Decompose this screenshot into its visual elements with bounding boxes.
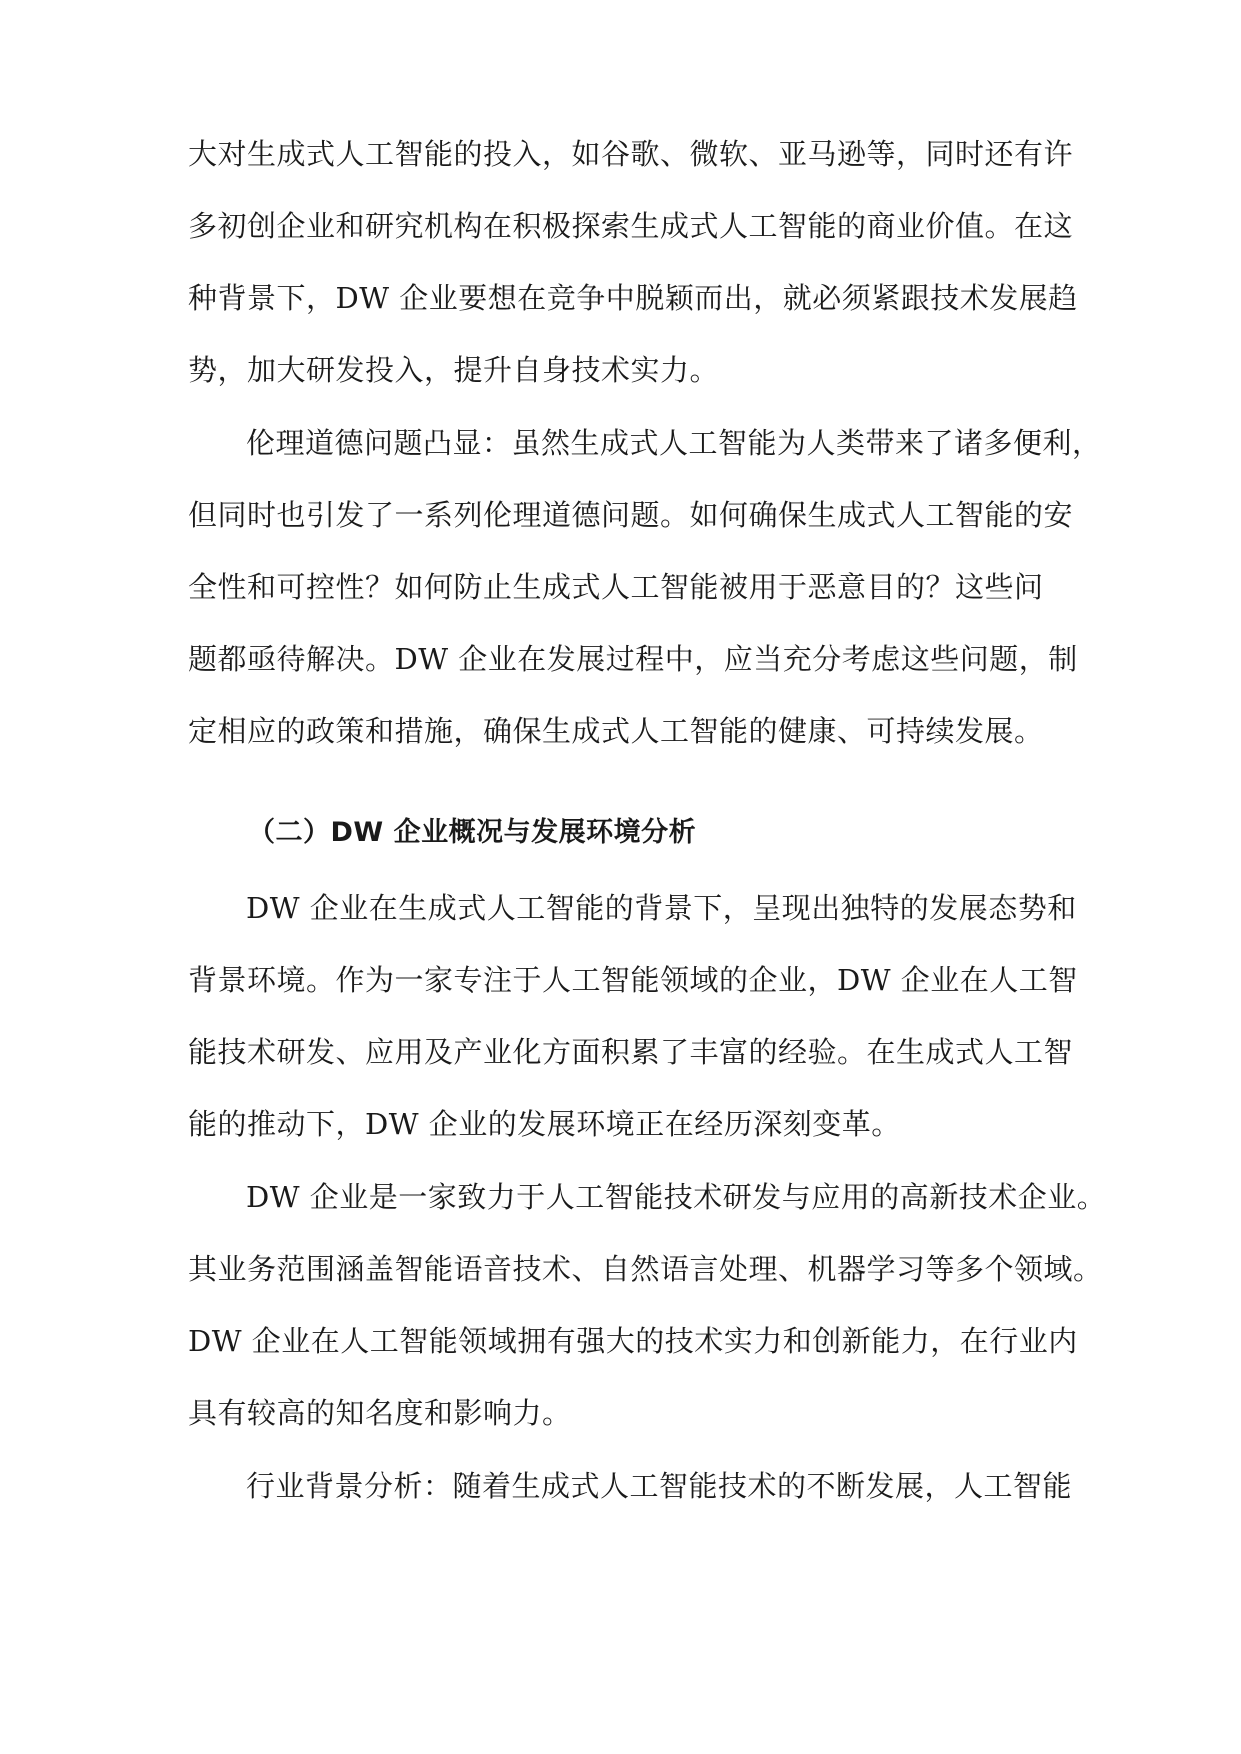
- paragraph-line: 背景环境。作为一家专注于人工智能领域的企业，DW 企业在人工智: [188, 963, 1078, 997]
- paragraph-line: DW 企业在生成式人工智能的背景下，呈现出独特的发展态势和: [246, 891, 1077, 925]
- paragraph-line: 伦理道德问题凸显：虽然生成式人工智能为人类带来了诸多便利，: [246, 426, 1102, 460]
- paragraph-line: 定相应的政策和措施，确保生成式人工智能的健康、可持续发展。: [188, 714, 1044, 748]
- paragraph-line: 大对生成式人工智能的投入，如谷歌、微软、亚马逊等，同时还有许: [188, 137, 1074, 171]
- paragraph-line: 种背景下，DW 企业要想在竞争中脱颖而出，就必须紧跟技术发展趋: [188, 281, 1078, 315]
- section-heading: （二）DW 企业概况与发展环境分析: [248, 817, 697, 848]
- paragraph-line: 多初创企业和研究机构在积极探索生成式人工智能的商业价值。在这: [188, 209, 1074, 243]
- paragraph-line: 其业务范围涵盖智能语音技术、自然语言处理、机器学习等多个领域。: [188, 1252, 1103, 1286]
- paragraph-line: DW 企业在人工智能领域拥有强大的技术实力和创新能力，在行业内: [188, 1324, 1078, 1358]
- paragraph-line: 全性和可控性？如何防止生成式人工智能被用于恶意目的？这些问: [188, 570, 1044, 604]
- paragraph-line: 题都亟待解决。DW 企业在发展过程中，应当充分考虑这些问题，制: [188, 642, 1078, 676]
- paragraph-line: 具有较高的知名度和影响力。: [188, 1396, 572, 1430]
- paragraph-line: 行业背景分析：随着生成式人工智能技术的不断发展，人工智能: [246, 1469, 1073, 1503]
- paragraph-line: DW 企业是一家致力于人工智能技术研发与应用的高新技术企业。: [246, 1180, 1107, 1214]
- paragraph-line: 能的推动下，DW 企业的发展环境正在经历深刻变革。: [188, 1107, 901, 1141]
- paragraph-line: 能技术研发、应用及产业化方面积累了丰富的经验。在生成式人工智: [188, 1035, 1074, 1069]
- paragraph-line: 势，加大研发投入，提升自身技术实力。: [188, 353, 720, 387]
- paragraph-line: 但同时也引发了一系列伦理道德问题。如何确保生成式人工智能的安: [188, 498, 1074, 532]
